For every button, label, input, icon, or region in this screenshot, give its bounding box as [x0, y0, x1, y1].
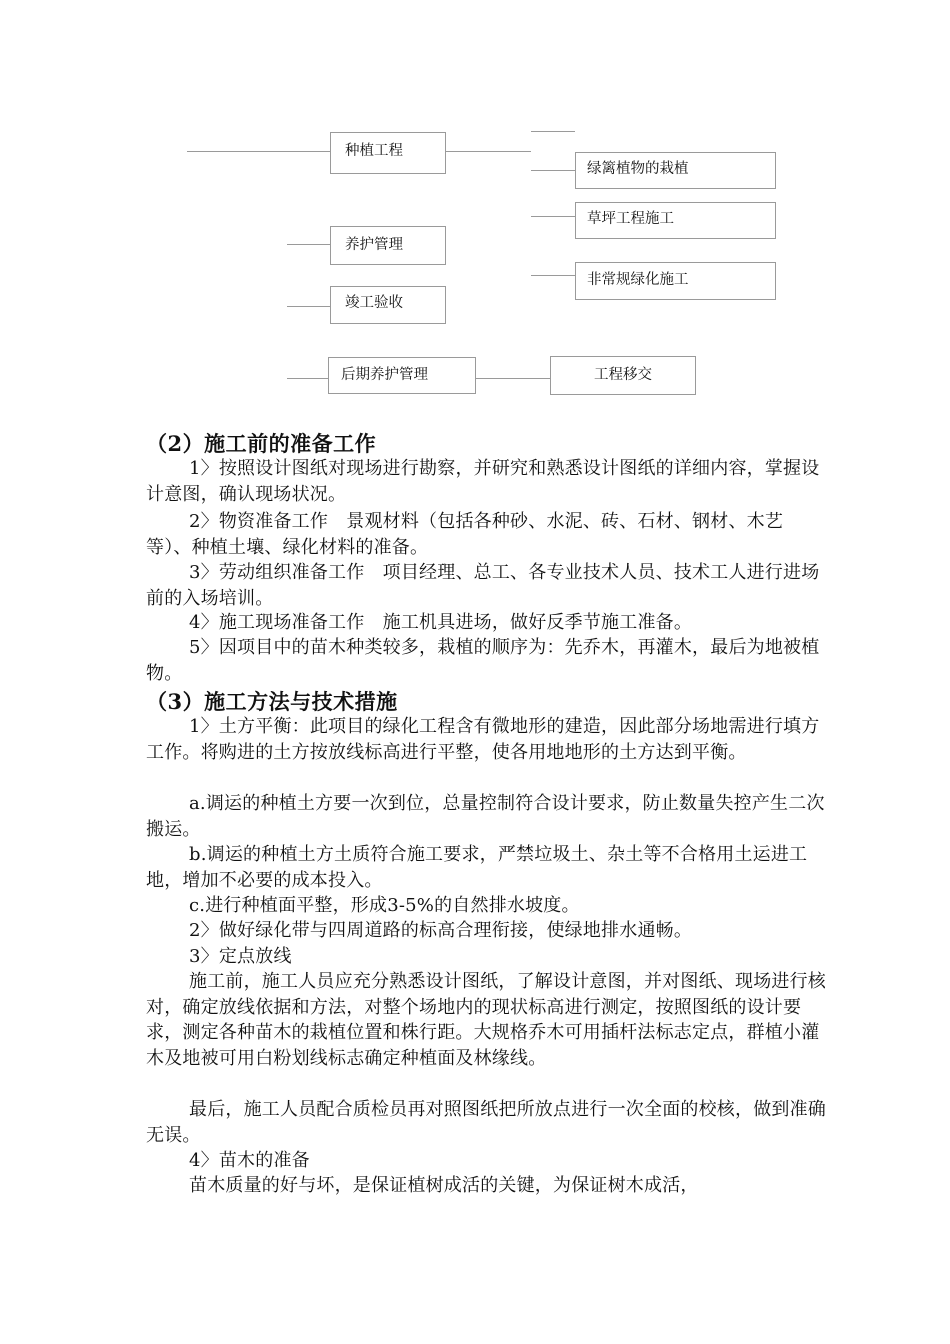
connector-line — [446, 151, 531, 152]
connector-line — [531, 216, 575, 217]
box-acceptance — [330, 286, 446, 324]
paragraph: 施工前，施工人员应充分熟悉设计图纸，了解设计意图，并对图纸、现场进行核对，确定放线依据和方法，对整个场地内的现状标高进行测定，按照图纸的设计要求，测定各种苗木的栽植位置和株行距。大规格乔木可用插杆法标志定点，群植小灌木及地被可用白粉划线标志确定种植面及林缘线。 — [146, 971, 826, 1069]
paragraph: 3〉定点放线 — [189, 946, 292, 967]
connector-line — [531, 275, 575, 276]
paragraph: 1〉按照设计图纸对现场进行勘察，并研究和熟悉设计图纸的详细内容，掌握设计意图，确认现场状况。 — [146, 458, 820, 505]
connector-line — [287, 378, 328, 379]
paragraph: 3〉劳动组织准备工作 项目经理、总工、各专业技术人员、技术工人进行进场前的入场培训。 — [146, 562, 820, 609]
paragraph: b.调运的种植土方土质符合施工要求，严禁垃圾土、杂土等不合格用土运进工地，增加不必要的成本投入。 — [146, 844, 808, 891]
box-unconventional — [575, 262, 776, 300]
paragraph: 4〉施工现场准备工作 施工机具进场，做好反季节施工准备。 — [189, 612, 693, 633]
paragraph: 2〉物资准备工作 景观材料（包括各种砂、水泥、砖、石材、钢材、木艺等）、种植土壤、绿化材料的准备。 — [146, 511, 784, 558]
box-label: 工程移交 — [594, 367, 652, 383]
box-maintenance — [330, 226, 446, 265]
paragraph: 4〉苗木的准备 — [189, 1150, 310, 1171]
connector-line — [531, 131, 575, 132]
paragraph: 5〉因项目中的苗木种类较多，栽植的顺序为：先乔木，再灌木，最后为地被植物。 — [146, 637, 820, 684]
connector-line — [287, 244, 330, 245]
paragraph: c.进行种植面平整，形成3-5%的自然排水坡度。 — [189, 895, 580, 916]
box-label: 非常规绿化施工 — [587, 272, 689, 288]
box-hedge — [575, 152, 776, 189]
box-handover — [550, 356, 696, 395]
box-label: 草坪工程施工 — [587, 211, 674, 227]
box-label: 种植工程 — [345, 143, 403, 159]
paragraph: a.调运的种植土方要一次到位，总量控制符合设计要求，防止数量失控产生二次搬运。 — [146, 793, 825, 840]
section-2-heading: （2）施工前的准备工作 — [146, 431, 377, 456]
paragraph: 1〉土方平衡：此项目的绿化工程含有微地形的建造，因此部分场地需进行填方工作。将购进的土方按放线标高进行平整，使各用地地形的土方达到平衡。 — [146, 716, 820, 763]
section-3-heading: （3）施工方法与技术措施 — [146, 689, 398, 714]
box-label: 绿篱植物的栽植 — [587, 161, 689, 177]
connector-line — [531, 170, 575, 171]
connector-line — [287, 306, 330, 307]
box-lawn — [575, 202, 776, 239]
box-planting — [330, 132, 446, 174]
paragraph: 2〉做好绿化带与四周道路的标高合理衔接，使绿地排水通畅。 — [189, 920, 693, 941]
box-later-maintenance — [328, 357, 476, 394]
box-label: 竣工验收 — [345, 295, 403, 311]
paragraph: 最后，施工人员配合质检员再对照图纸把所放点进行一次全面的校核，做到准确无误。 — [146, 1099, 826, 1146]
box-label: 后期养护管理 — [341, 367, 428, 383]
paragraph: 苗木质量的好与坏，是保证植树成活的关键，为保证树木成活， — [189, 1175, 699, 1196]
connector-line — [476, 378, 550, 379]
connector-line — [187, 151, 330, 152]
box-label: 养护管理 — [345, 237, 403, 253]
